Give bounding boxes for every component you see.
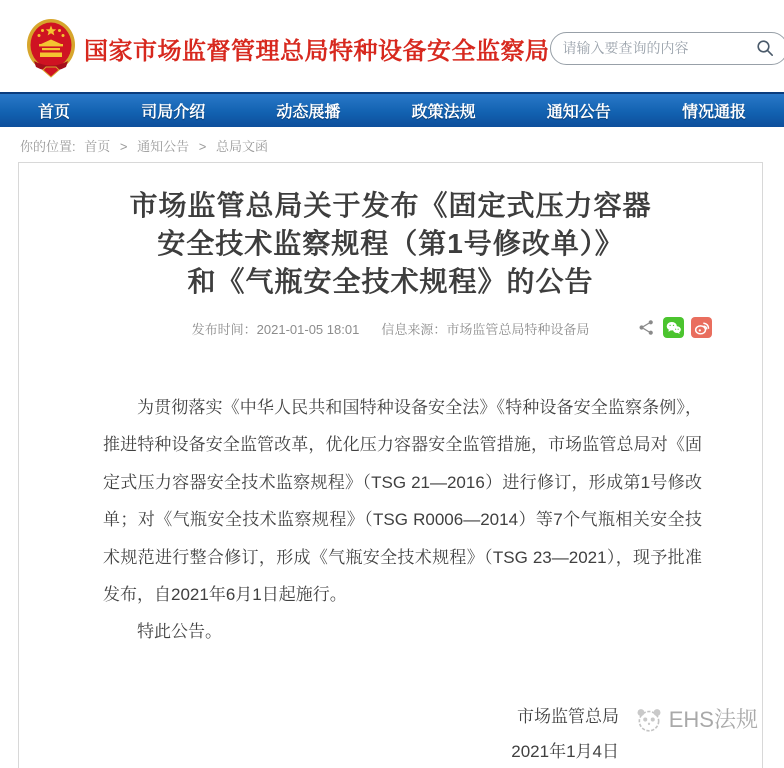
breadcrumb-prefix: 你的位置:: [20, 139, 76, 154]
panda-logo-icon: [634, 705, 664, 733]
nav-item-policies[interactable]: 政策法规: [411, 104, 476, 121]
watermark: [634, 703, 758, 734]
breadcrumb-notices[interactable]: 通知公告: [137, 139, 190, 154]
article-title-line: 市场监管总局关于发布《固定式压力容器: [129, 190, 652, 221]
signature-date: 2021年1月4日: [511, 742, 619, 762]
search-box[interactable]: [550, 32, 784, 65]
site-header: [0, 0, 784, 92]
publish-time-label: 发布时间：: [191, 321, 257, 337]
breadcrumb-current: 总局文函: [215, 139, 268, 154]
article-paragraph: 特此公告。: [137, 622, 222, 642]
publish-time-value: 2021-01-05 18:01: [256, 321, 360, 337]
nav-item-bureau-intro[interactable]: 司局介绍: [141, 104, 206, 121]
nav-item-reports[interactable]: 情况通报: [681, 104, 746, 121]
article-paragraph: 为贯彻落实《中华人民共和国特种设备安全法》《特种设备安全监察条例》，推进特种设备安全监管改革，优化压力容器安全监管措施，市场监管总局对《固定式压力容器安全技术监察规程》（TSG 21—2016）进行修订，形成第1号修改单；对《气瓶安全技术监察规程》（TSG R0006—2014）等7个气瓶相关安全技术规范进行整合修订，形成《气瓶安全技术规程》（TSG 23—2021），现予批准发布，自2021年6月1日起施行。: [103, 398, 702, 604]
breadcrumb-separator: >: [198, 139, 207, 154]
main-nav: [0, 92, 784, 127]
nav-item-notices[interactable]: 通知公告: [546, 104, 611, 121]
nav-item-news[interactable]: 动态展播: [276, 104, 341, 121]
breadcrumb-separator: >: [119, 139, 128, 154]
signature-org: 市场监管总局: [517, 706, 619, 726]
article-title: [19, 187, 762, 301]
weibo-icon[interactable]: [691, 317, 712, 338]
article-title-line: 安全技术监察规程（第1号修改单）》: [157, 228, 624, 259]
info-source-value: 市场监管总局特种设备局: [446, 321, 590, 337]
publish-time: [192, 319, 360, 338]
share-group: [638, 317, 712, 338]
breadcrumb-home[interactable]: 首页: [84, 139, 111, 154]
info-source: [381, 319, 589, 338]
breadcrumb: [0, 127, 784, 162]
nav-item-home[interactable]: 首页: [38, 104, 71, 121]
national-emblem-icon: [26, 17, 76, 81]
share-nodes-icon[interactable]: [638, 319, 656, 337]
site-title: 国家市场监督管理总局特种设备安全监察局: [84, 37, 550, 65]
watermark-label: EHS法规: [668, 707, 758, 732]
wechat-icon[interactable]: [663, 317, 684, 338]
article-body: [19, 339, 762, 651]
info-source-label: 信息来源：: [381, 321, 447, 337]
search-input[interactable]: [563, 40, 755, 56]
article-panel: [18, 162, 763, 768]
article-meta: [19, 317, 762, 339]
search-icon[interactable]: [755, 38, 775, 58]
article-title-line: 和《气瓶安全技术规程》的公告: [187, 266, 594, 297]
